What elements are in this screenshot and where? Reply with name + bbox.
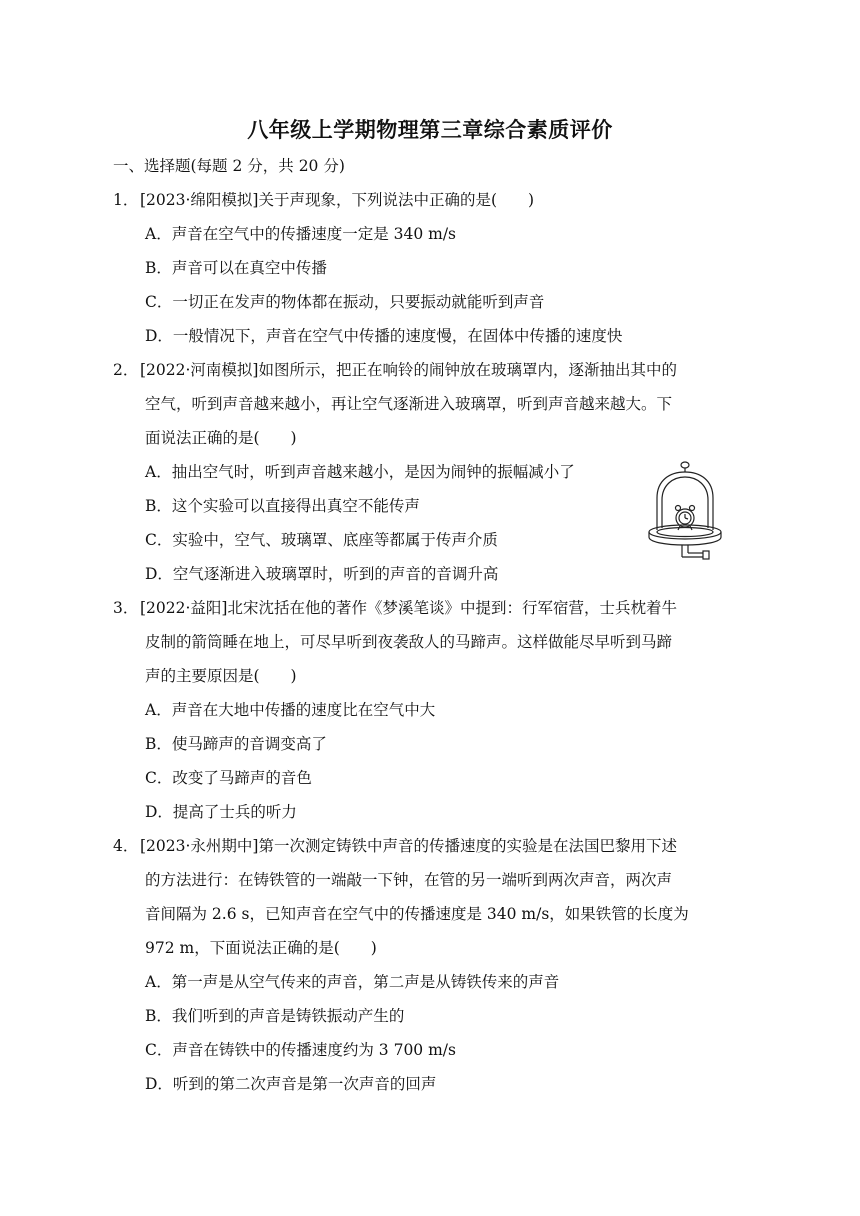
question-4-option-c: C．声音在铸铁中的传播速度约为 3 700 m/s: [145, 1041, 456, 1059]
question-1-option-d: D．一般情况下，声音在空气中传播的速度慢，在固体中传播的速度快: [145, 327, 623, 345]
question-4-stem-line-2: 的方法进行：在铸铁管的一端敲一下钟，在管的另一端听到两次声音，两次声: [145, 871, 673, 889]
question-1-stem: [2023·绵阳模拟]关于声现象，下列说法中正确的是( ): [140, 191, 535, 209]
question-2-stem-line-1: [2022·河南模拟]如图所示，把正在响铃的闹钟放在玻璃罩内，逐渐抽出其中的: [140, 361, 677, 379]
question-1-option-c: C．一切正在发声的物体都在振动，只要振动就能听到声音: [145, 293, 545, 311]
question-2-option-c: C．实验中，空气、玻璃罩、底座等都属于传声介质: [145, 531, 498, 549]
question-2-option-a: A．抽出空气时，听到声音越来越小，是因为闹钟的振幅减小了: [145, 463, 575, 481]
question-2-stem-line-3: 面说法正确的是( ): [145, 429, 297, 447]
question-1-option-b: B．声音可以在真空中传播: [145, 259, 327, 277]
question-4-option-b: B．我们听到的声音是铸铁振动产生的: [145, 1007, 405, 1025]
bell-jar-alarm-clock-figure: [645, 460, 725, 570]
question-4-option-d: D．听到的第二次声音是第一次声音的回声: [145, 1075, 437, 1093]
question-1-number: 1．: [113, 191, 139, 209]
question-3-option-b: B．使马蹄声的音调变高了: [145, 735, 327, 753]
question-3-option-c: C．改变了马蹄声的音色: [145, 769, 312, 787]
question-3-number: 3．: [113, 599, 139, 617]
question-3-stem-line-2: 皮制的箭筒睡在地上，可尽早听到夜袭敌人的马蹄声。这样做能尽早听到马蹄: [145, 633, 673, 651]
question-4-stem-line-3: 音间隔为 2.6 s，已知声音在空气中的传播速度是 340 m/s，如果铁管的长度为: [145, 905, 689, 923]
question-2-option-d: D．空气逐渐进入玻璃罩时，听到的声音的音调升高: [145, 565, 499, 583]
question-4-stem-line-1: [2023·永州期中]第一次测定铸铁中声音的传播速度的实验是在法国巴黎用下述: [140, 837, 677, 855]
question-1-option-a: A．声音在空气中的传播速度一定是 340 m/s: [145, 225, 457, 243]
question-2-number: 2．: [113, 361, 139, 379]
question-2-option-b: B．这个实验可以直接得出真空不能传声: [145, 497, 420, 515]
question-4-stem-line-4: 972 m，下面说法正确的是( ): [145, 939, 377, 957]
question-3-stem-line-1: [2022·益阳]北宋沈括在他的著作《梦溪笔谈》中提到：行军宿营，士兵枕着牛: [140, 599, 677, 617]
page-title: 八年级上学期物理第三章综合素质评价: [247, 118, 613, 142]
question-4-number: 4．: [113, 837, 139, 855]
section-heading: 一、选择题(每题 2 分，共 20 分): [113, 157, 345, 175]
question-3-option-a: A．声音在大地中传播的速度比在空气中大: [145, 701, 436, 719]
question-2-stem-line-2: 空气，听到声音越来越小，再让空气逐渐进入玻璃罩，听到声音越来越大。下: [145, 395, 673, 413]
question-4-option-a: A．第一声是从空气传来的声音，第二声是从铸铁传来的声音: [145, 973, 560, 991]
question-3-stem-line-3: 声的主要原因是( ): [145, 667, 297, 685]
question-3-option-d: D．提高了士兵的听力: [145, 803, 297, 821]
